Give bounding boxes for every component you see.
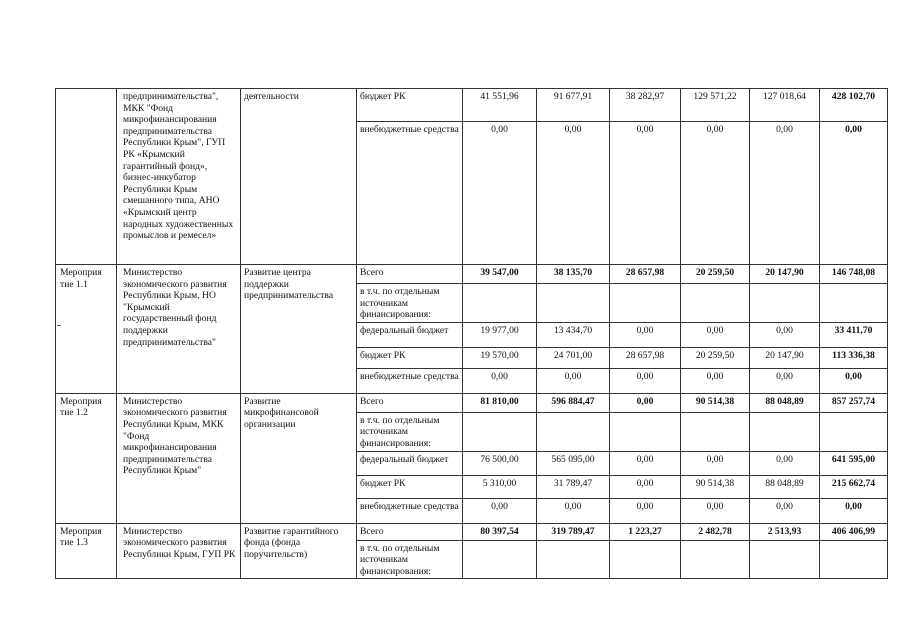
value-cell: 0,00 xyxy=(750,122,820,265)
source-cell: Всего xyxy=(357,523,463,540)
source-cell: в т.ч. по отдельным источникам финансирования: xyxy=(357,412,463,451)
measure-cell xyxy=(56,89,117,265)
value-cell: 81 810,00 xyxy=(463,393,537,412)
value-cell: 20 259,50 xyxy=(681,347,750,368)
value-cell: 88 048,89 xyxy=(750,393,820,412)
value-cell: 0,00 xyxy=(750,368,820,393)
direction-cell: Развитие микрофинансовой организации xyxy=(241,393,357,523)
value-cell: 90 514,38 xyxy=(681,393,750,412)
value-cell: 80 397,54 xyxy=(463,523,537,540)
value-cell xyxy=(750,412,820,451)
executor-cell: Министерство экономического развития Республики Крым, МКК "Фонд микрофинансирования предпринимательства Республики Крым" xyxy=(117,393,241,523)
total-cell: 113 336,38 xyxy=(820,347,888,368)
direction-cell: Развитие гарантийного фонда (фонда поручительств) xyxy=(241,523,357,579)
value-cell: 0,00 xyxy=(610,498,681,523)
value-cell xyxy=(750,540,820,579)
executor-cell: предпринимательства", МКК "Фонд микрофинансирования предпринимательства Республики Крым", ГУП РК «Крымский гарантийный фонд», бизнес-инкубатор Республики Крым смешанного типа, АНО «Крымский центр народных художественных промыслов и ремесел» xyxy=(117,89,241,265)
value-cell: 0,00 xyxy=(610,475,681,498)
value-cell: 28 657,98 xyxy=(610,347,681,368)
value-cell: 28 657,98 xyxy=(610,265,681,284)
value-cell: 90 514,38 xyxy=(681,475,750,498)
value-cell: 88 048,89 xyxy=(750,475,820,498)
financing-table xyxy=(55,88,888,579)
value-cell: 19 570,00 xyxy=(463,347,537,368)
value-cell: 0,00 xyxy=(750,498,820,523)
direction-cell: деятельности xyxy=(241,89,357,265)
value-cell: 0,00 xyxy=(681,322,750,347)
value-cell: 0,00 xyxy=(463,122,537,265)
table-row xyxy=(56,89,888,122)
value-cell xyxy=(610,540,681,579)
total-cell xyxy=(820,540,888,579)
value-cell: 13 434,70 xyxy=(537,322,610,347)
measure-cell: Мероприя тие 1.2 xyxy=(56,393,117,523)
total-cell: 857 257,74 xyxy=(820,393,888,412)
value-cell xyxy=(463,284,537,323)
value-cell: 91 677,91 xyxy=(537,89,610,122)
value-cell: 76 500,00 xyxy=(463,451,537,475)
table-row xyxy=(56,393,888,412)
executor-cell: Министерство экономического развития Республики Крым, НО "Крымский государственный фонд поддержки предпринимательства" xyxy=(117,265,241,394)
value-cell: 127 018,64 xyxy=(750,89,820,122)
source-cell: Всего xyxy=(357,393,463,412)
total-cell: 406 406,99 xyxy=(820,523,888,540)
value-cell: 39 547,00 xyxy=(463,265,537,284)
source-cell: федеральный бюджет xyxy=(357,451,463,475)
value-cell: 0,00 xyxy=(610,368,681,393)
value-cell: 319 789,47 xyxy=(537,523,610,540)
value-cell: 41 551,96 xyxy=(463,89,537,122)
value-cell: 0,00 xyxy=(537,122,610,265)
value-cell xyxy=(610,412,681,451)
value-cell xyxy=(610,284,681,323)
value-cell xyxy=(750,284,820,323)
value-cell: 38 135,70 xyxy=(537,265,610,284)
value-cell: 0,00 xyxy=(610,393,681,412)
executor-cell: Министерство экономического развития Республики Крым, ГУП РК xyxy=(117,523,241,579)
value-cell: 0,00 xyxy=(463,498,537,523)
value-cell: 0,00 xyxy=(537,368,610,393)
value-cell: 2 513,93 xyxy=(750,523,820,540)
value-cell: 38 282,97 xyxy=(610,89,681,122)
value-cell xyxy=(463,540,537,579)
source-cell: бюджет РК xyxy=(357,347,463,368)
source-cell: внебюджетные средства xyxy=(357,368,463,393)
value-cell: 0,00 xyxy=(681,498,750,523)
measure-cell: Мероприя тие 1.1 xyxy=(56,265,117,394)
total-cell: 33 411,70 xyxy=(820,322,888,347)
value-cell xyxy=(681,540,750,579)
value-cell: 0,00 xyxy=(681,122,750,265)
value-cell: 596 884,47 xyxy=(537,393,610,412)
direction-cell: Развитие центра поддержки предпринимательства xyxy=(241,265,357,394)
source-cell: Всего xyxy=(357,265,463,284)
value-cell: 0,00 xyxy=(750,322,820,347)
value-cell: 24 701,00 xyxy=(537,347,610,368)
value-cell: 20 259,50 xyxy=(681,265,750,284)
total-cell xyxy=(820,412,888,451)
total-cell xyxy=(820,284,888,323)
measure-cell: Мероприя тие 1.3 xyxy=(56,523,117,579)
value-cell: 0,00 xyxy=(537,498,610,523)
value-cell: 565 095,00 xyxy=(537,451,610,475)
total-cell: 641 595,00 xyxy=(820,451,888,475)
source-cell: внебюджетные средства xyxy=(357,122,463,265)
value-cell: 20 147,90 xyxy=(750,265,820,284)
value-cell: 20 147,90 xyxy=(750,347,820,368)
total-cell: 215 662,74 xyxy=(820,475,888,498)
value-cell: 19 977,00 xyxy=(463,322,537,347)
value-cell: 0,00 xyxy=(610,122,681,265)
source-cell: бюджет РК xyxy=(357,89,463,122)
value-cell: 5 310,00 xyxy=(463,475,537,498)
value-cell: 31 789,47 xyxy=(537,475,610,498)
table-row xyxy=(56,523,888,540)
value-cell xyxy=(681,284,750,323)
value-cell: 129 571,22 xyxy=(681,89,750,122)
source-cell: в т.ч. по отдельным источникам финансирования: xyxy=(357,284,463,323)
value-cell xyxy=(537,284,610,323)
value-cell: 0,00 xyxy=(610,451,681,475)
value-cell: 0,00 xyxy=(681,368,750,393)
total-cell: 0,00 xyxy=(820,122,888,265)
source-cell: в т.ч. по отдельным источникам финансирования: xyxy=(357,540,463,579)
source-cell: федеральный бюджет xyxy=(357,322,463,347)
value-cell: 0,00 xyxy=(610,322,681,347)
total-cell: 0,00 xyxy=(820,368,888,393)
value-cell: 0,00 xyxy=(750,451,820,475)
value-cell xyxy=(681,412,750,451)
value-cell xyxy=(537,412,610,451)
source-cell: внебюджетные средства xyxy=(357,498,463,523)
total-cell: 428 102,70 xyxy=(820,89,888,122)
total-cell: 146 748,08 xyxy=(820,265,888,284)
value-cell xyxy=(463,412,537,451)
source-cell: бюджет РК xyxy=(357,475,463,498)
value-cell xyxy=(537,540,610,579)
value-cell: 1 223,27 xyxy=(610,523,681,540)
value-cell: 0,00 xyxy=(681,451,750,475)
value-cell: 2 482,78 xyxy=(681,523,750,540)
total-cell: 0,00 xyxy=(820,498,888,523)
value-cell: 0,00 xyxy=(463,368,537,393)
table-row xyxy=(56,265,888,284)
